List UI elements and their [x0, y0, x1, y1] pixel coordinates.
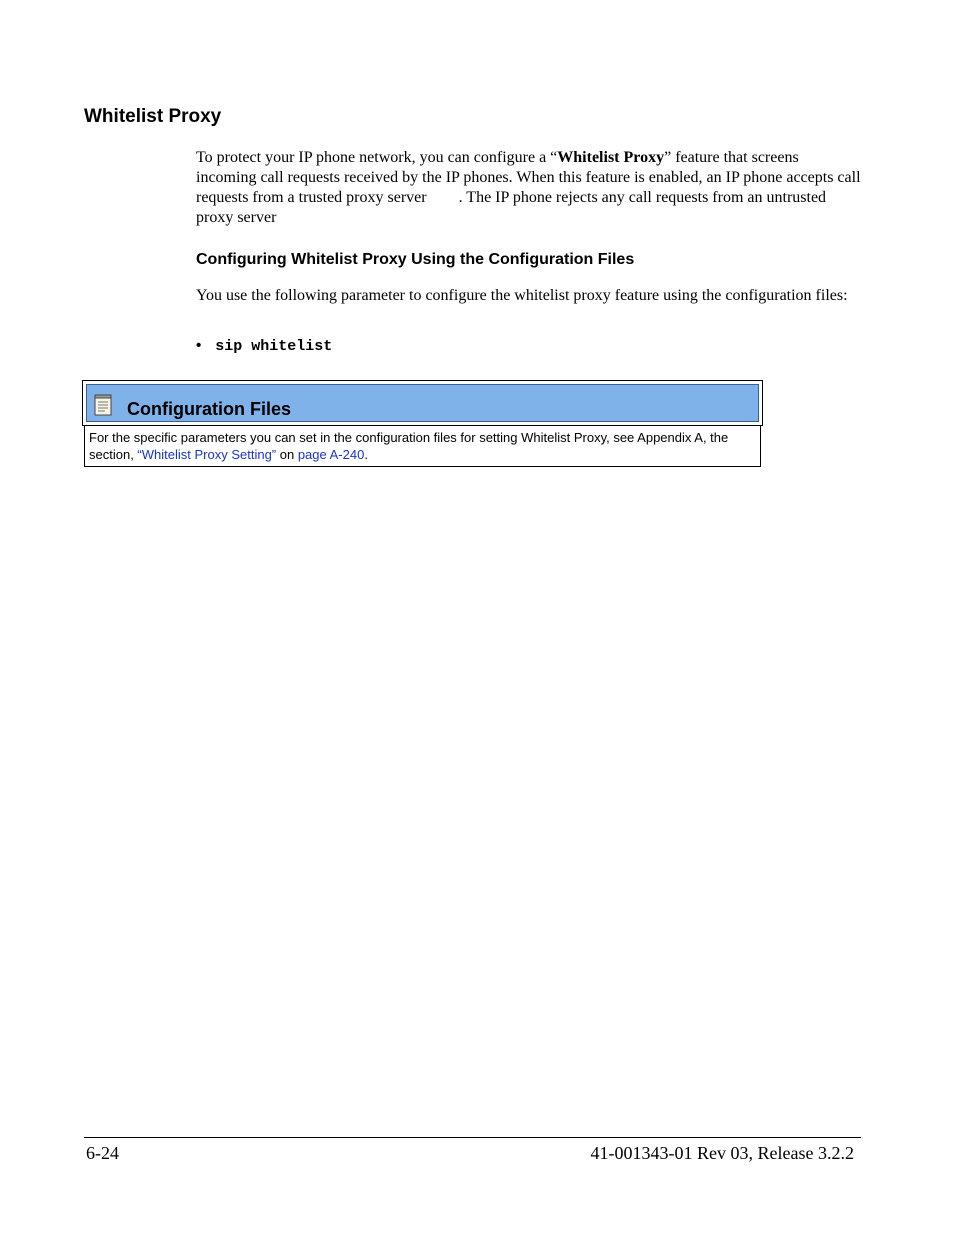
bullet-dot: • [196, 337, 202, 354]
config-text-1: For the specific parameters you can set in the configuration files for setting Whitelist Proxy, see Appendix A, the section, [89, 430, 729, 462]
config-text-2: on [276, 447, 298, 462]
config-box-body [84, 426, 761, 467]
intro-text-2: ” feature that screens incoming call requests received by the IP phones. When this feature is enabled, an IP phone accepts call requests from a trusted proxy server [196, 149, 861, 206]
configuration-files-box [82, 380, 763, 467]
subsection-paragraph: You use the following parameter to configure the whitelist proxy feature using the configuration files: [196, 287, 848, 304]
whitelist-proxy-setting-link[interactable]: “Whitelist Proxy Setting” [137, 447, 277, 462]
page-number: 6-24 [86, 1143, 119, 1163]
config-box-title: Configuration Files [127, 399, 291, 419]
config-box-header [82, 380, 763, 426]
section-title: Whitelist Proxy [84, 106, 222, 127]
document-icon [94, 394, 112, 416]
intro-text-3: . The IP phone rejects any call requests from an untrusted proxy server [196, 189, 827, 226]
intro-bold-term: Whitelist Proxy [557, 149, 665, 166]
parameter-bullet [196, 337, 332, 355]
document-id: 41-001343-01 Rev 03, Release 3.2.2 [590, 1143, 854, 1163]
subsection-title: Configuring Whitelist Proxy Using the Configuration Files [196, 251, 635, 268]
intro-text-1: To protect your IP phone network, you can configure a “ [196, 149, 558, 166]
config-text-3: . [364, 447, 368, 462]
footer-divider [84, 1137, 861, 1138]
page-reference-link[interactable]: page A-240 [297, 447, 365, 462]
parameter-name: sip whitelist [215, 338, 333, 355]
intro-paragraph [196, 148, 861, 228]
